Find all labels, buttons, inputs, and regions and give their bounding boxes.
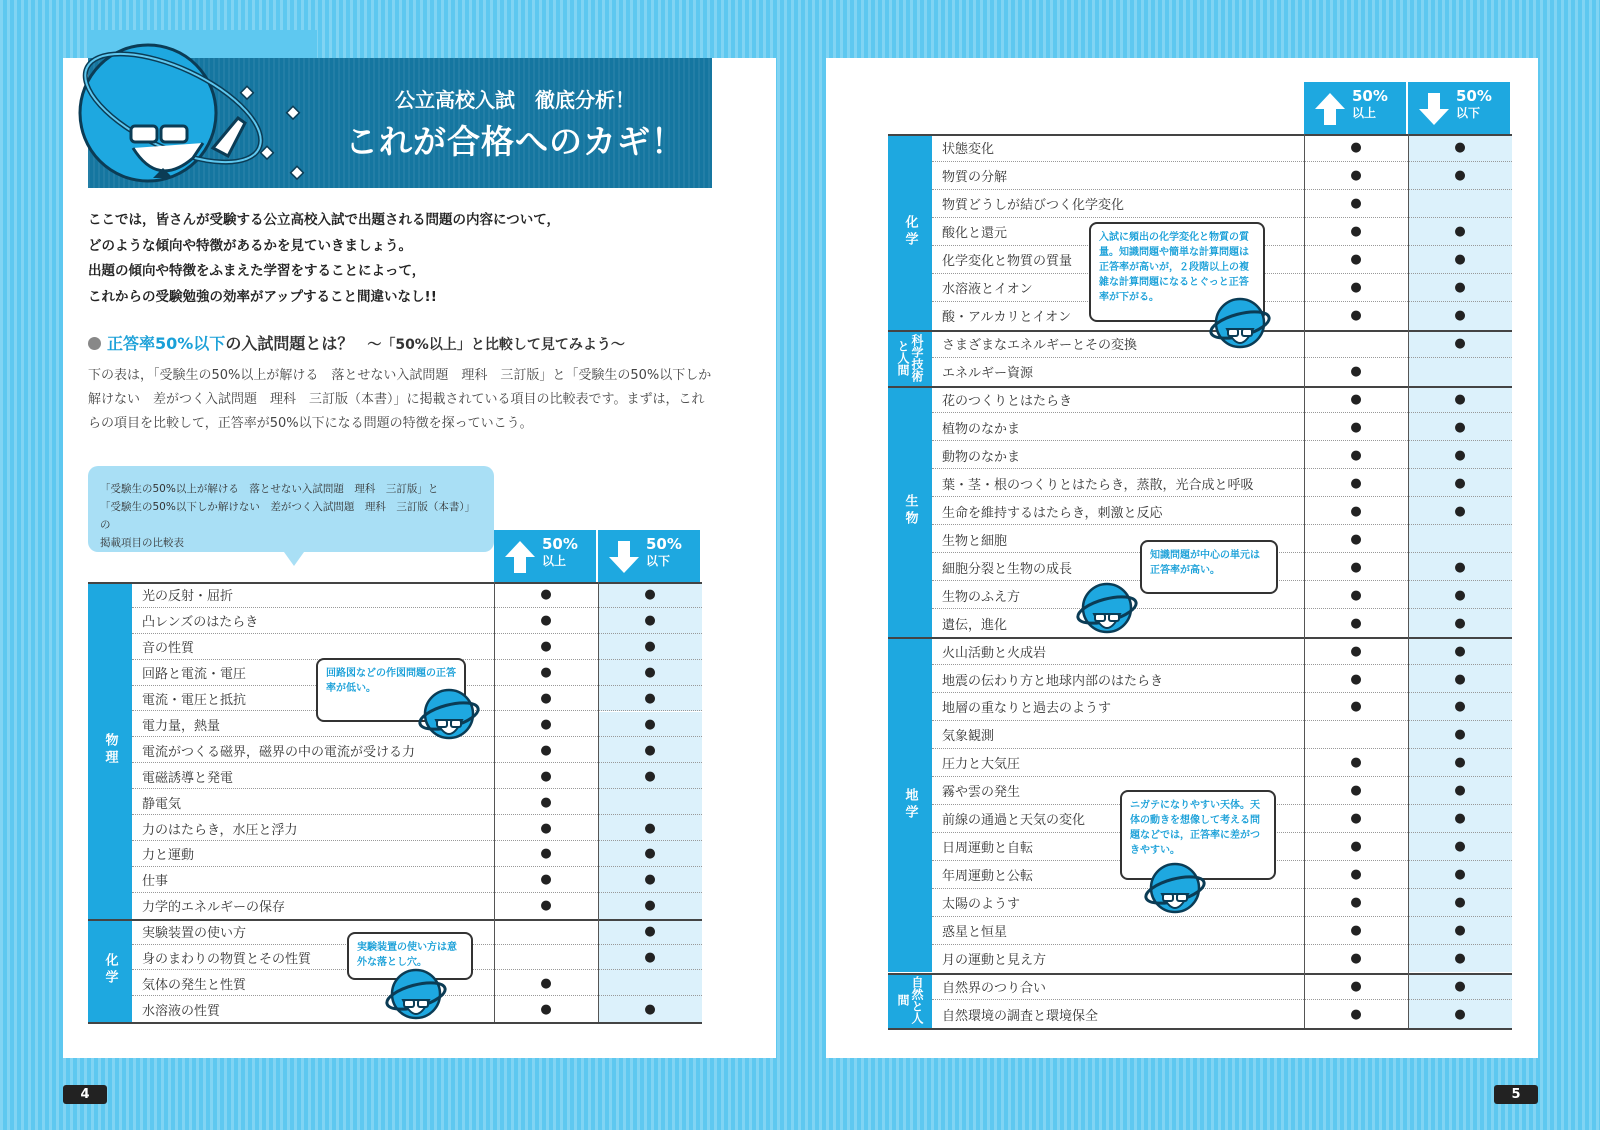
section-label-text: 化学 (102, 953, 118, 988)
mascot-head-icon (385, 966, 447, 1028)
row-item-label: 静電気 (142, 796, 182, 812)
cell-50-below: ● (1408, 833, 1512, 861)
row-item-label: 植物のなかま (942, 421, 1021, 437)
row-item-label: 光の反射・屈折 (142, 589, 234, 605)
row-item-label: 年周運動と公転 (942, 869, 1034, 885)
cell-50-above: ● (1350, 923, 1362, 939)
caption-line: 掲載項目の比較表 (100, 537, 184, 549)
table-row (888, 413, 1512, 441)
cell-50-above: ● (1350, 531, 1362, 547)
row-item-label: 状態変化 (942, 142, 995, 158)
table-row (88, 867, 702, 893)
cell-50-below: ● (598, 686, 702, 712)
cell-50-above: ● (540, 872, 552, 888)
header-up-sub: 以上 (542, 554, 567, 568)
cell-50-below: ● (1408, 274, 1512, 302)
table-row (88, 634, 702, 660)
intro-line: どのような傾向や特徴があるかを見ていきましょう。 (88, 237, 412, 254)
cell-50-below: ● (598, 660, 702, 686)
row-item-label: 音の性質 (142, 641, 195, 657)
table-row (888, 358, 1512, 386)
cell-50-below: ● (1408, 665, 1512, 693)
cell-50-above: ● (1350, 783, 1362, 799)
column-separator (494, 582, 495, 1022)
cell-50-above: ● (1350, 699, 1362, 715)
cell-50-above: ● (1350, 755, 1362, 771)
cell-50-above: ● (1350, 867, 1362, 883)
row-item-label: 仕事 (142, 874, 169, 890)
cell-50-below: ● (1408, 386, 1512, 414)
cell-50-above: ● (1350, 140, 1362, 156)
description: 下の表は，「受験生の50%以上が解ける 落とせない入試問題 理科 三訂版」と「受験生の50%以下しか解けない 差がつく入試問題 理科 三訂版（本書）」に掲載されている項目の比較表です。まずは，これらの項目を比較して，正答率が50%以下になる問題の特徴を探っていこう。 (88, 368, 712, 431)
section-divider (888, 637, 1512, 639)
section-label-text: 科学技術と人間 (896, 333, 924, 382)
section-label-text: 自然と人間 (896, 976, 924, 1025)
row-item-label: 地震の伝わり方と地球内部のはたらき (942, 673, 1164, 689)
table-row (888, 721, 1512, 749)
row-item-label: 自然界のつり合い (942, 980, 1047, 996)
row-item-label: さまざまなエネルギーとその変換 (942, 338, 1138, 354)
arrow-down-icon (1417, 91, 1451, 131)
row-item-label: 動物のなかま (942, 449, 1021, 465)
cell-50-below: ● (1408, 553, 1512, 581)
mascot-head-icon (1076, 580, 1138, 642)
cell-50-above: ● (1350, 280, 1362, 296)
table-row (88, 815, 702, 841)
column-separator (598, 582, 599, 1022)
row-item-label: 電流・電圧と抵抗 (142, 693, 247, 709)
arrow-down-icon (607, 539, 641, 579)
cell-50-below: ● (1408, 889, 1512, 917)
row-item-label: 遺伝，進化 (942, 617, 1008, 633)
cell-50-below: ● (598, 608, 702, 634)
mascot-head-icon (1144, 860, 1206, 922)
cell-50-below: ● (598, 815, 702, 841)
page-number-right: 5 (1494, 1085, 1538, 1104)
section-label-text: 物理 (102, 733, 118, 768)
table-row (88, 763, 702, 789)
cell-50-below (1408, 358, 1512, 386)
speech-bubble-chemistry: 入試に頻出の化学変化と物質の質量。知識問題や簡単な計算問題は正答率が高いが，２段階以上の複雑な計算問題になるとぐっと正答率が下がる。 (1089, 222, 1265, 322)
row-item-label: 火山活動と火成岩 (942, 645, 1047, 661)
page-number-left: 4 (63, 1085, 107, 1104)
cell-50-below: ● (1408, 693, 1512, 721)
banner-title: これが合格へのカギ！ (345, 122, 685, 161)
table-row (888, 190, 1512, 218)
cell-50-below (598, 970, 702, 996)
cell-50-above: ● (1350, 643, 1362, 659)
row-item-label: 気象観測 (942, 729, 995, 745)
cell-50-below: ● (1408, 861, 1512, 889)
row-item-label: 圧力と大気圧 (942, 757, 1021, 773)
row-item-label: 霧や雲の発生 (942, 785, 1021, 801)
cell-50-above: ● (540, 587, 552, 603)
row-item-label: 月の運動と見え方 (942, 953, 1047, 968)
caption-line: 「受験生の50%以上が解ける 落とせない入試問題 理科 三訂版」と (100, 483, 439, 495)
table-row (888, 749, 1512, 777)
cell-50-above: ● (1350, 308, 1362, 324)
cell-50-below: ● (598, 945, 702, 971)
cell-50-above: ● (1350, 895, 1362, 911)
header-down-sub: 以下 (1456, 106, 1481, 120)
row-item-label: 電磁誘導と発電 (142, 770, 234, 786)
table-row (888, 441, 1512, 469)
cell-50-above: ● (1350, 475, 1362, 491)
cell-50-below: ● (1408, 469, 1512, 497)
cell-50-above: ● (540, 1001, 552, 1017)
cell-50-above: ● (1350, 839, 1362, 855)
row-item-label: 水溶液とイオン (942, 282, 1033, 298)
speech-bubble-circuit: 回路図などの作図問題の正答率が低い。 (316, 658, 466, 722)
row-item-label: 地層の重なりと過去のようす (942, 701, 1112, 717)
cell-50-above: ● (1350, 168, 1362, 184)
cell-50-above: ● (1350, 364, 1362, 380)
section-label-text: 生物 (902, 494, 918, 529)
cell-50-below: ● (1408, 777, 1512, 805)
speech-bubble-biology: 知識問題が中心の単元は正答率が高い。 (1140, 540, 1278, 594)
row-item-label: 気体の発生と性質 (142, 977, 247, 993)
mascot-head-icon (1209, 295, 1271, 357)
row-item-label: 水溶液の性質 (142, 1003, 221, 1019)
cell-50-above: ● (1350, 559, 1362, 575)
table-row (88, 608, 702, 634)
cell-50-above: ● (1350, 196, 1362, 212)
cell-50-below: ● (1408, 721, 1512, 749)
cell-50-above: ● (1350, 419, 1362, 435)
cell-50-below: ● (598, 634, 702, 660)
cell-50-below: ● (1408, 497, 1512, 525)
row-item-label: 太陽のようす (942, 897, 1021, 913)
mascot-head-icon (418, 686, 480, 748)
table-row (888, 134, 1512, 162)
cell-50-below: ● (1408, 1000, 1512, 1028)
intro-text (88, 208, 708, 310)
header-up-label: 50% 以上 (1352, 87, 1388, 120)
table-bottom-line (888, 1028, 1512, 1030)
section-4 (888, 973, 1512, 1029)
table-row (88, 737, 702, 763)
column-separator (1304, 134, 1305, 1028)
cell-50-above: ● (540, 742, 552, 758)
section-1 (888, 330, 1512, 386)
row-item-label: 生物と細胞 (942, 533, 1008, 549)
section-heading (88, 331, 728, 354)
header-up-50 (494, 530, 596, 582)
table-row (888, 330, 1512, 358)
cell-50-below: ● (1408, 609, 1512, 637)
table-row (888, 609, 1512, 637)
header-down-50 (598, 530, 700, 582)
row-item-label: 力のはたらき，水圧と浮力 (142, 822, 298, 838)
table-row (88, 582, 702, 608)
cell-50-above: ● (540, 639, 552, 655)
section-divider (888, 973, 1512, 975)
cell-50-below: ● (598, 893, 702, 919)
caption-line: 「受験生の50%以下しか解けない 差がつく入試問題 理科 三訂版（本書）」の (100, 501, 476, 531)
left-page (63, 58, 776, 1058)
table-row (88, 789, 702, 815)
table-row (888, 637, 1512, 665)
intro-line: 出題の傾向や特徴をふまえた学習をすることによって， (88, 263, 426, 279)
cell-50-below: ● (1408, 218, 1512, 246)
row-item-label: 力学的エネルギーの保存 (142, 900, 286, 916)
cell-50-below: ● (1408, 413, 1512, 441)
speech-bubble-apparatus: 実験装置の使い方は意外な落とし穴。 (347, 932, 473, 980)
row-item-label: 物質の分解 (942, 170, 1008, 186)
row-item-label: 物質どうしが結びつく化学変化 (942, 198, 1125, 214)
cell-50-below (1408, 525, 1512, 553)
row-item-label: 酸・アルカリとイオン (942, 310, 1072, 326)
header-down-label: 50% 以下 (646, 535, 682, 568)
row-item-label: 実験装置の使い方 (142, 926, 247, 942)
cell-50-below: ● (1408, 973, 1512, 1001)
row-item-label: 回路と電流・電圧 (142, 667, 247, 683)
section-divider (888, 134, 1512, 136)
section-divider (888, 330, 1512, 332)
row-item-label: エネルギー資源 (942, 366, 1034, 382)
cell-50-above: ● (540, 768, 552, 784)
cell-50-above: ● (1350, 951, 1362, 966)
section-0 (88, 582, 702, 919)
cell-50-above: ● (1350, 224, 1362, 240)
cell-50-above: ● (540, 794, 552, 810)
table-row (888, 386, 1512, 414)
header-up-label: 50% 以上 (542, 535, 578, 568)
table-row (88, 841, 702, 867)
row-item-label: 日周運動と自転 (942, 841, 1034, 857)
cell-50-above: ● (1350, 978, 1362, 994)
arrow-up-icon (1313, 91, 1347, 131)
cell-50-above (494, 945, 598, 971)
row-item-label: 身のまわりの物質とその性質 (142, 952, 312, 968)
arrow-up-icon (503, 539, 537, 579)
section-2 (888, 386, 1512, 638)
table-row (888, 665, 1512, 693)
cell-50-below: ● (1408, 162, 1512, 190)
cell-50-below: ● (1408, 246, 1512, 274)
right-page (826, 58, 1538, 1058)
table-row (88, 893, 702, 919)
column-separator (1408, 134, 1409, 1028)
heading-text: の入試問題とは？ (225, 334, 354, 353)
bullet-icon (88, 337, 101, 350)
cell-50-below: ● (1408, 302, 1512, 330)
table-row (888, 693, 1512, 721)
cell-50-below: ● (1408, 749, 1512, 777)
table-row (888, 945, 1512, 973)
header-down-label: 50% 以下 (1456, 87, 1492, 120)
cell-50-above: ● (1350, 811, 1362, 827)
table-row (888, 497, 1512, 525)
mascot-illustration (63, 38, 308, 198)
cell-50-above: ● (1350, 615, 1362, 631)
cell-50-below: ● (1408, 637, 1512, 665)
cell-50-above: ● (540, 898, 552, 914)
cell-50-above: ● (540, 613, 552, 629)
row-item-label: 惑星と恒星 (942, 925, 1008, 941)
cell-50-above: ● (1350, 671, 1362, 687)
cell-50-below: ● (598, 582, 702, 608)
section-divider (888, 386, 1512, 388)
cell-50-above: ● (540, 846, 552, 862)
banner-subtitle: 公立高校入試 徹底分析！ (395, 88, 635, 112)
row-item-label: 化学変化と物質の質量 (942, 254, 1073, 270)
cell-50-above (1304, 721, 1408, 749)
row-item-label: 細胞分裂と生物の成長 (942, 561, 1073, 577)
section-divider (88, 582, 702, 584)
cell-50-below (1408, 190, 1512, 218)
cell-50-below: ● (1408, 134, 1512, 162)
cell-50-above: ● (540, 716, 552, 732)
cell-50-above: ● (540, 691, 552, 707)
cell-50-above: ● (540, 665, 552, 681)
cell-50-above: ● (1350, 587, 1362, 603)
cell-50-below: ● (598, 712, 702, 738)
cell-50-below: ● (598, 737, 702, 763)
cell-50-below: ● (598, 919, 702, 945)
row-item-label: 凸レンズのはたらき (142, 615, 259, 631)
cell-50-above: ● (1350, 1006, 1362, 1022)
cell-50-below: ● (598, 763, 702, 789)
row-item-label: 生命を維持するはたらき，刺激と反応 (942, 505, 1163, 521)
cell-50-above: ● (1350, 447, 1362, 463)
intro-line: これからの受験勉強の効率がアップすること間違いなし!! (88, 288, 437, 305)
intro-line: ここでは，皆さんが受験する公立高校入試で出題される問題の内容について， (88, 212, 560, 228)
cell-50-above: ● (540, 820, 552, 836)
section-label-text: 地学 (902, 787, 918, 822)
cell-50-below: ● (1408, 917, 1512, 945)
table-row (888, 1000, 1512, 1028)
cell-50-below: ● (598, 867, 702, 893)
row-item-label: 自然環境の調査と環境保全 (942, 1008, 1099, 1024)
cell-50-below (598, 789, 702, 815)
cell-50-above (494, 919, 598, 945)
cell-50-below: ● (1408, 805, 1512, 833)
cell-50-below: ● (598, 996, 702, 1022)
speech-bubble-astronomy: ニガテになりやすい天体。天体の動きを想像して考える問題などでは，正答率に差がつきやすい。 (1120, 790, 1276, 880)
header-down-sub: 以下 (646, 554, 671, 568)
row-item-label: 力と運動 (142, 848, 195, 864)
cell-50-above: ● (1350, 252, 1362, 268)
heading-highlight: 正答率50%以下 (107, 334, 226, 353)
header-up-sub: 以上 (1352, 106, 1377, 120)
row-item-label: 生物のふえ方 (942, 589, 1021, 605)
cell-50-above (1304, 330, 1408, 358)
row-item-label: 酸化と還元 (942, 226, 1008, 242)
header-down-50 (1408, 82, 1510, 134)
header-up-50 (1304, 82, 1406, 134)
table-row (888, 469, 1512, 497)
row-item-label: 前線の通過と天気の変化 (942, 813, 1086, 829)
table-row (888, 162, 1512, 190)
row-item-label: 電流がつくる磁界，磁界の中の電流が受ける力 (142, 744, 416, 760)
cell-50-above: ● (1350, 392, 1362, 408)
row-item-label: 電力量，熱量 (142, 718, 221, 734)
cell-50-below: ● (598, 841, 702, 867)
cell-50-below: ● (1408, 441, 1512, 469)
section-label-text: 化学 (902, 214, 918, 249)
cell-50-above: ● (540, 975, 552, 991)
row-item-label: 葉・茎・根のつくりとはたらき，蒸散，光合成と呼吸 (942, 477, 1254, 493)
cell-50-above: ● (1350, 503, 1362, 519)
cell-50-below: ● (1408, 330, 1512, 358)
table-row (888, 973, 1512, 1001)
cell-50-below: ● (1408, 945, 1512, 973)
heading-subtitle: ～「50%以上」と比較して見てみよう～ (367, 337, 625, 353)
section-divider (88, 919, 702, 921)
cell-50-below: ● (1408, 581, 1512, 609)
row-item-label: 花のつくりとはたらき (942, 394, 1073, 410)
